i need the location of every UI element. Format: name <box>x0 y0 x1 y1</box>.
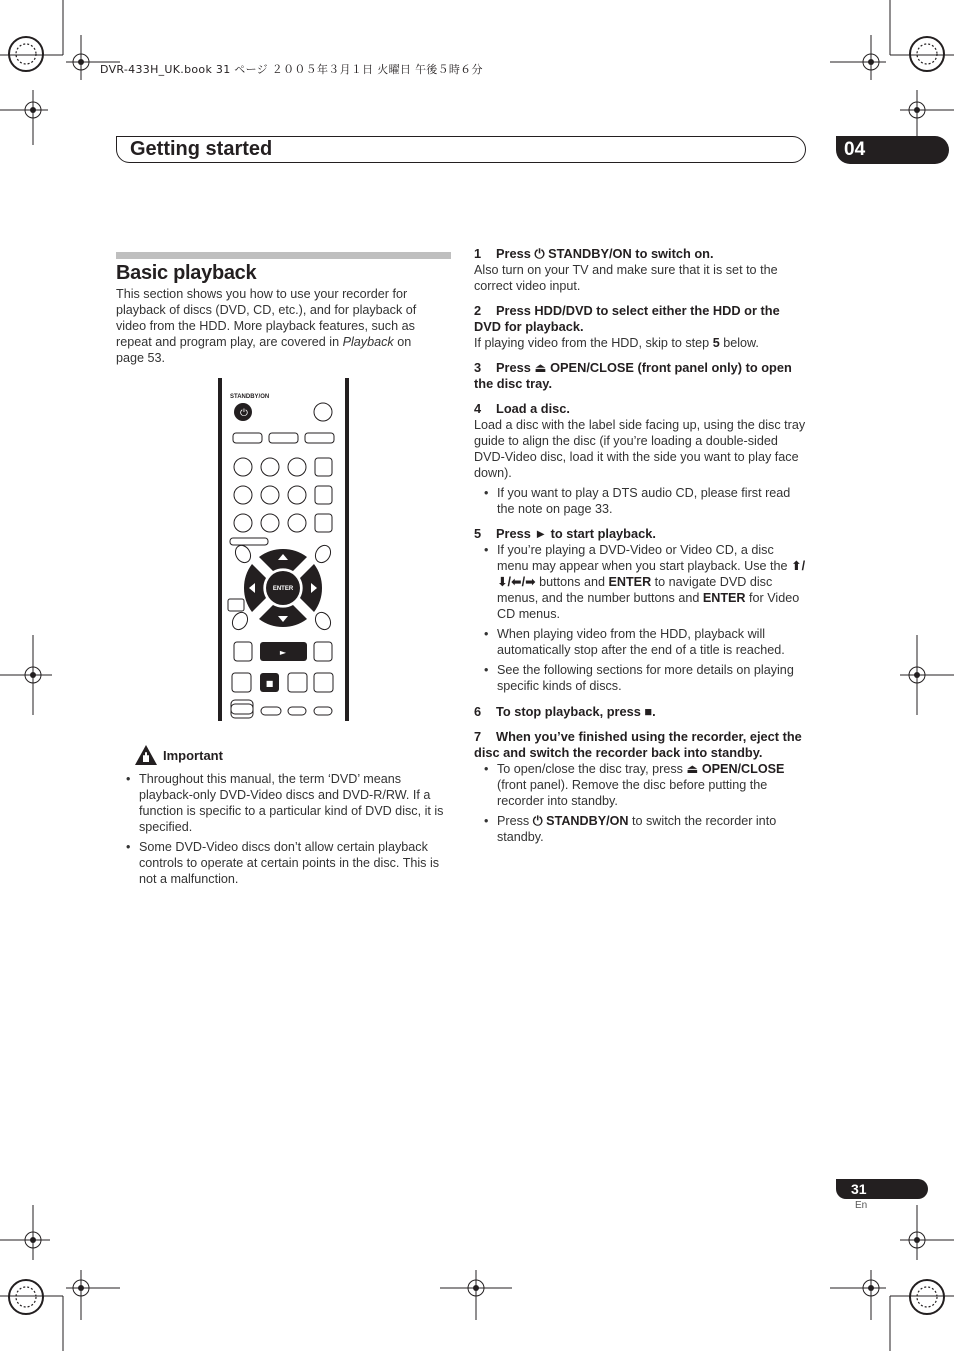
step-3-title <box>474 360 806 392</box>
page-number-tab <box>836 1179 928 1199</box>
step-4-body: Load a disc with the label side facing up, using the disc tray guide to align the disc (if you’re loading a double-sided DVD-Video disc, load it with the side you want to play face down). <box>474 418 806 480</box>
step-4-title <box>474 401 806 417</box>
important-label: Important <box>163 748 223 763</box>
arrow-buttons-label: ⬆/⬇/⬅/➡ <box>497 559 806 589</box>
remote-standby-label: STANDBY/ON <box>230 394 270 400</box>
step-2-title <box>474 303 806 335</box>
svg-text:⏻: ⏻ <box>240 408 248 419</box>
bullet-text: buttons and <box>535 575 609 589</box>
step-4-bullet: • If you want to play a DTS audio CD, please first read the note on page 33. <box>474 485 806 517</box>
steps-column <box>474 246 806 845</box>
step-number: 2 <box>474 303 482 318</box>
page-heading: Basic playback <box>116 262 257 284</box>
bullet-text: to switch the recorder into standby. <box>497 814 777 844</box>
step-number: 4 <box>474 401 482 416</box>
step-5-bullet: • When playing video from the HDD, playback will automatically stop after the end of a title is reached. <box>474 626 806 658</box>
step-number: 7 <box>474 729 482 744</box>
step-5-bullet <box>474 542 806 622</box>
section-title: Getting started <box>130 138 273 160</box>
intro-italic: Playback <box>342 335 394 349</box>
page-number: 31 <box>851 1181 867 1197</box>
standby-label: ⏻ STANDBY/ON <box>532 814 629 828</box>
step-title-text: Press ⏏ OPEN/CLOSE (front panel only) to open the disc tray. <box>474 360 792 391</box>
file-header: DVR-433H_UK.book 31 ページ ２００５年３月１日 火曜日 午後５時６分 <box>100 63 483 76</box>
remote-enter-label: ENTER <box>272 586 294 592</box>
warning-hand-icon <box>134 744 158 766</box>
page-language: En <box>855 1200 868 1211</box>
chapter-number: 04 <box>844 139 866 160</box>
step-number: 6 <box>474 704 482 719</box>
step-1-body: Also turn on your TV and make sure that it is set to the correct video input. <box>474 263 778 293</box>
step-title-text: Load a disc. <box>496 401 570 416</box>
step-7-bullet <box>474 761 806 809</box>
step-2-body <box>474 335 806 351</box>
step-1-title <box>474 246 806 262</box>
bullet-text: to navigate DVD disc menus, and the number buttons and <box>497 575 773 605</box>
step-number: 1 <box>474 246 482 261</box>
heading-rule <box>116 252 451 259</box>
important-bullet: • Throughout this manual, the term ‘DVD’ means playback-only DVD-Video discs and DVD-R/RW. If a function is specific to a particular kind of DVD disc, it is specified. <box>116 771 452 835</box>
step-title-text: Press ► to start playback. <box>496 526 656 541</box>
step-5-bullet: • See the following sections for more details on playing specific kinds of discs. <box>474 662 806 694</box>
step-2-body-end: below. <box>719 336 759 350</box>
step-2-body-text: If playing video from the HDD, skip to step <box>474 336 713 350</box>
enter-label: ENTER <box>608 575 652 589</box>
intro-text: This section shows you how to use your recorder for playback of discs (DVD, CD, etc.), and for playback of video from the HDD. More playback features, such as repeat and program play, are covered in <box>116 287 417 349</box>
step-number: 3 <box>474 360 482 375</box>
open-close-label: ⏏ OPEN/CLOSE <box>686 762 785 776</box>
step-ref: 5 <box>712 336 720 350</box>
remote-control-illustration <box>218 378 349 721</box>
step-7-title <box>474 729 806 761</box>
bullet-text: If you’re playing a DVD-Video or Video CD, a disc menu may appear when you start playback. Use the <box>497 543 792 573</box>
step-title-text: Press ⏻ STANDBY/ON to switch on. <box>496 246 714 261</box>
step-number: 5 <box>474 526 482 541</box>
bullet-text: for Video CD menus. <box>497 591 800 621</box>
intro-text-end: on page 53. <box>116 335 412 365</box>
important-bullet: • Some DVD-Video discs don’t allow certain playback controls to operate at certain points in the disc. This is not a malfunction. <box>116 839 452 887</box>
bullet-text: To open/close the disc tray, press <box>497 762 687 776</box>
step-title-text: Press HDD/DVD to select either the HDD or the DVD for playback. <box>474 303 780 334</box>
remote-stop-symbol: ■ <box>265 679 274 688</box>
bullet-text: Press <box>497 814 533 828</box>
remote-play-symbol: ► <box>279 648 287 657</box>
step-5-title <box>474 526 806 542</box>
step-title-text: When you’ve finished using the recorder, eject the disc and switch the recorder back into standby. <box>474 729 802 760</box>
step-6-title <box>474 704 806 720</box>
step-7-bullet <box>474 813 806 845</box>
step-title-text: To stop playback, press ■. <box>496 704 656 719</box>
intro-paragraph <box>116 286 436 366</box>
bullet-text: (front panel). Remove the disc before putting the recorder into standby. <box>497 778 768 808</box>
enter-label: ENTER <box>702 591 746 605</box>
important-list <box>116 771 452 887</box>
